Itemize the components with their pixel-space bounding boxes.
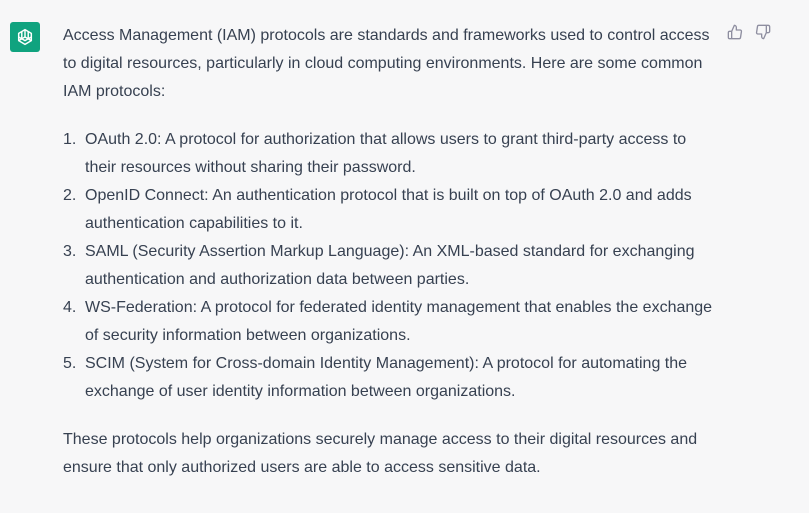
list-item <box>63 126 718 182</box>
list-item <box>63 294 718 350</box>
thumbs-up-button[interactable] <box>727 24 743 40</box>
list-item-number: 1. <box>63 131 77 148</box>
protocol-list <box>63 126 718 406</box>
feedback-buttons <box>727 24 771 40</box>
assistant-avatar <box>10 22 40 52</box>
list-item-text: WS-Federation: A protocol for federated identity management that enables the exchange of security information between organizations. <box>85 299 713 344</box>
list-item <box>63 238 718 294</box>
list-item-text: SAML (Security Assertion Markup Language): An XML-based standard for exchanging authentication and authorization data between parties. <box>85 243 695 288</box>
list-item-number: 4. <box>63 299 77 316</box>
list-item <box>63 350 718 406</box>
thumbs-up-icon <box>727 24 743 40</box>
thumbs-down-button[interactable] <box>755 24 771 40</box>
openai-logo-icon <box>14 26 36 48</box>
list-item <box>63 182 718 238</box>
thumbs-down-icon <box>755 24 771 40</box>
list-item-text: SCIM (System for Cross-domain Identity Management): A protocol for automating the exchange of user identity information between organizations. <box>85 355 688 400</box>
list-item-text: OpenID Connect: An authentication protocol that is built on top of OAuth 2.0 and adds authentication capabilities to it. <box>85 187 692 232</box>
list-item-number: 5. <box>63 355 77 372</box>
list-item-text: OAuth 2.0: A protocol for authorization that allows users to grant third-party access to their resources without sharing their password. <box>85 131 687 176</box>
assistant-message <box>63 22 718 482</box>
list-item-number: 2. <box>63 187 77 204</box>
message-conclusion: These protocols help organizations securely manage access to their digital resources and ensure that only authorized users are able to access sensitive data. <box>63 431 698 476</box>
message-intro: Access Management (IAM) protocols are standards and frameworks used to control access to digital resources, particularly in cloud computing environments. Here are some common IAM protocols: <box>63 27 710 100</box>
list-item-number: 3. <box>63 243 77 260</box>
